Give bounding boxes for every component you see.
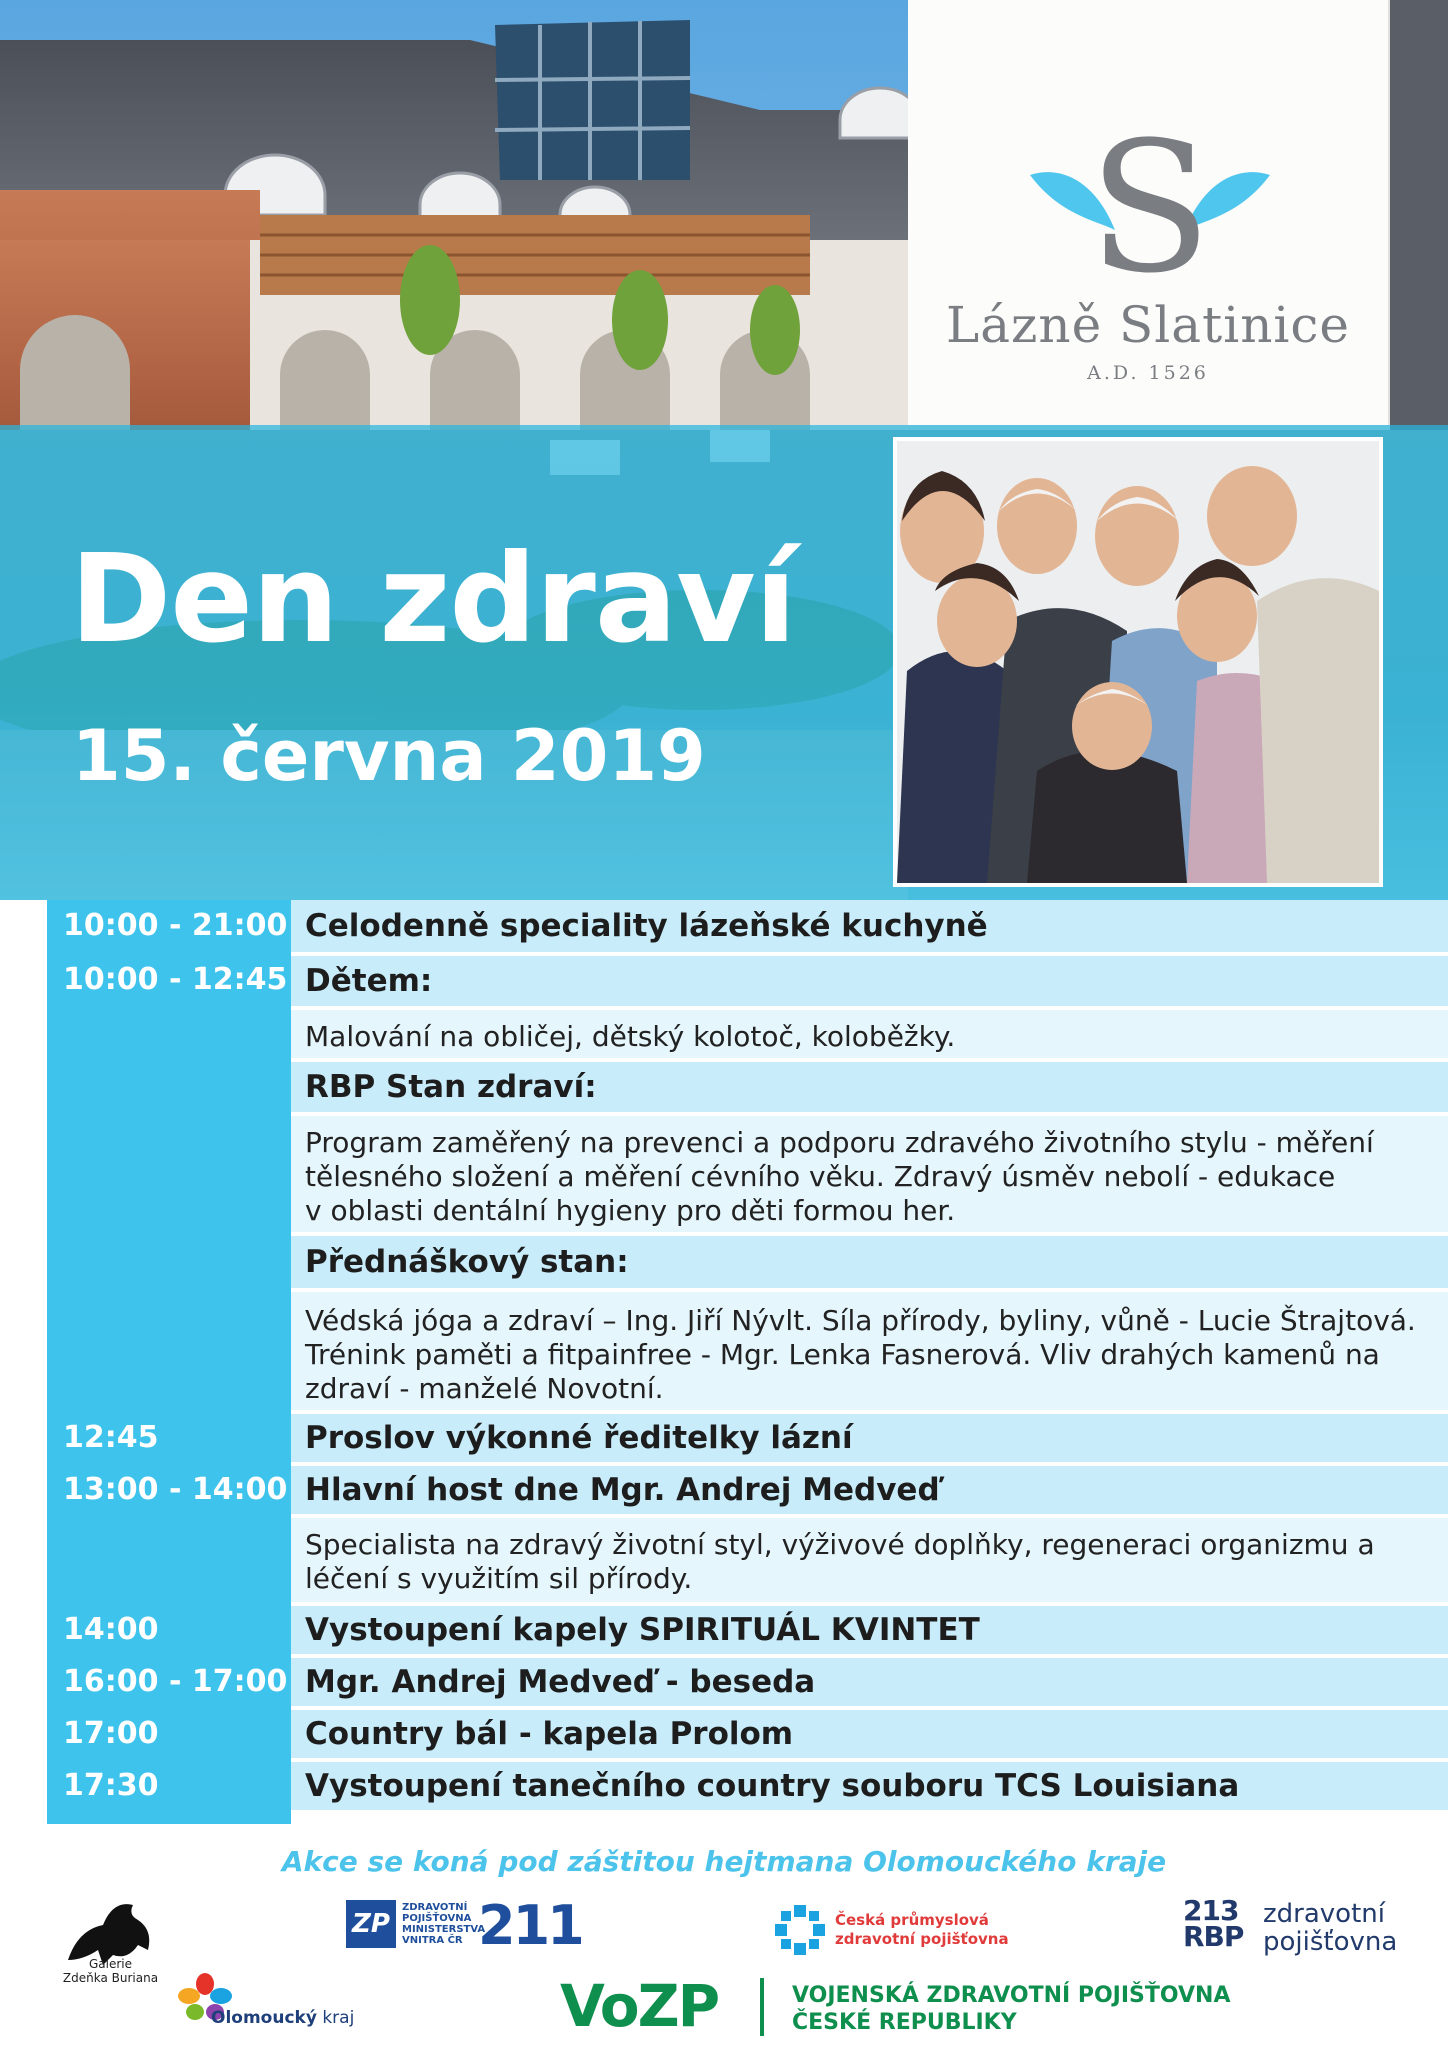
program-description (291, 1112, 1448, 1232)
program-row (47, 1288, 1448, 1410)
galerie-label (48, 1957, 173, 1985)
program-description (291, 1288, 1448, 1410)
olomoucky-kraj-text (211, 2008, 354, 2028)
rbp-line: zdravotní (1263, 1899, 1385, 1929)
program-title: Vystoupení tanečního country souboru TCS Louisiana (291, 1758, 1448, 1810)
program-row (47, 1514, 1448, 1602)
program-time: 10:00 - 21:00 (63, 908, 288, 943)
program-title: RBP Stan zdraví: (291, 1058, 1448, 1112)
zp211-line: POJIŠŤOVNA (402, 1913, 472, 1924)
zp211-line: MINISTERSTVA (402, 1924, 486, 1935)
program-row (47, 1602, 1448, 1654)
program-description (291, 1514, 1448, 1602)
brand-name: Lázně Slatinice (946, 296, 1350, 354)
slatinice-s-logo-icon (1020, 120, 1280, 290)
description-line: zdraví - manželé Novotní. (305, 1372, 664, 1405)
band-members-illustration (897, 441, 1379, 883)
zp-badge: ZP (346, 1900, 396, 1948)
program-title: Hlavní host dne Mgr. Andrej Medveď (291, 1462, 1448, 1514)
cpzp-line: zdravotní pojišťovna (835, 1930, 1009, 1948)
program-time: 14:00 (63, 1612, 159, 1647)
description-line: Védská jóga a zdraví – Ing. Jiří Nývlt. Síla přírody, byliny, vůně - Lucie Štrajtová. (305, 1304, 1416, 1337)
zp211-line: VNITRA ČR (402, 1935, 463, 1946)
vozp-text (792, 1982, 1230, 2036)
patronage-note: Akce se koná pod záštitou hejtmana Olomouckého kraje (281, 1845, 1167, 1878)
program-time: 17:30 (63, 1768, 159, 1803)
program-title: Dětem: (291, 952, 1448, 1006)
rbp-number (1183, 1894, 1244, 1953)
band-photo (893, 437, 1383, 887)
program-row (47, 1462, 1448, 1514)
program-row (47, 1006, 1448, 1058)
program-row (47, 1654, 1448, 1706)
olomoucky-rest: kraj (316, 2008, 355, 2028)
program-time: 16:00 - 17:00 (63, 1664, 288, 1699)
program-title: Proslov výkonné ředitelky lázní (291, 1410, 1448, 1462)
description-line: Specialista na zdravý životní styl, výživové doplňky, regeneraci organizmu a (305, 1528, 1375, 1561)
rbp-line: pojišťovna (1263, 1927, 1398, 1957)
vozp-divider (760, 1978, 764, 2036)
zp211-line: ZDRAVOTNÍ (402, 1902, 468, 1913)
description-line: léčení s využitím sil přírody. (305, 1562, 693, 1595)
description-line: Trénink paměti a fitpainfree - Mgr. Lenka Fasnerová. Vliv drahých kamenů na (305, 1338, 1380, 1371)
vozp-line: VOJENSKÁ ZDRAVOTNÍ POJIŠŤOVNA (792, 1983, 1231, 2008)
program-title: Country bál - kapela Prolom (291, 1706, 1448, 1758)
program-time: 10:00 - 12:45 (63, 962, 288, 997)
program-schedule (47, 900, 1448, 1824)
svg-text:S: S (1088, 120, 1212, 290)
program-title: Celodenně speciality lázeňské kuchyně (291, 900, 1448, 952)
program-time: 17:00 (63, 1716, 159, 1751)
brand-year: A.D. 1526 (1087, 362, 1209, 384)
description-line: v oblasti dentální hygieny pro děti formou her. (305, 1194, 956, 1227)
event-date: 15. června 2019 (72, 715, 706, 797)
program-row (47, 1232, 1448, 1288)
program-row (47, 1058, 1448, 1112)
program-description: Malování na obličej, dětský kolotoč, koloběžky. (291, 1006, 1448, 1058)
galerie-line: Galerie (88, 1957, 133, 1971)
rbp-number-top: 213 (1183, 1894, 1239, 1927)
program-title: Mgr. Andrej Medveď - beseda (291, 1654, 1448, 1706)
program-time: 13:00 - 14:00 (63, 1472, 288, 1507)
olomoucky-bold: Olomoucký (211, 2008, 317, 2028)
program-row (47, 1410, 1448, 1462)
description-line: Program zaměřený na prevenci a podporu zdravého životního stylu - měření (305, 1126, 1374, 1159)
program-row (47, 1758, 1448, 1810)
program-row (47, 952, 1448, 1006)
program-row (47, 900, 1448, 952)
cpzp-text (835, 1911, 1009, 1949)
galerie-line: Zdeňka Buriana (62, 1971, 159, 1985)
rbp-number-bottom: RBP (1183, 1920, 1244, 1953)
event-title: Den zdraví (70, 528, 796, 670)
program-time: 12:45 (63, 1420, 159, 1455)
program-row (47, 1706, 1448, 1758)
hero-section (0, 0, 1448, 900)
rbp-text (1263, 1900, 1397, 1956)
program-row (47, 1112, 1448, 1232)
program-title: Vystoupení kapely SPIRITUÁL KVINTET (291, 1602, 1448, 1654)
description-line: tělesného složení a měření cévního věku. Zdravý úsměv nebolí - edukace (305, 1160, 1336, 1193)
vozp-wordmark: VoZP (560, 1972, 719, 2040)
zp211-number: 211 (478, 1894, 582, 1957)
vozp-line: ČESKÉ REPUBLIKY (792, 2010, 1017, 2035)
cpzp-line: Česká průmyslová (835, 1911, 989, 1929)
cpzp-cross-icon (773, 1903, 827, 1957)
program-title: Přednáškový stan: (291, 1232, 1448, 1288)
zp211-text (402, 1902, 486, 1946)
